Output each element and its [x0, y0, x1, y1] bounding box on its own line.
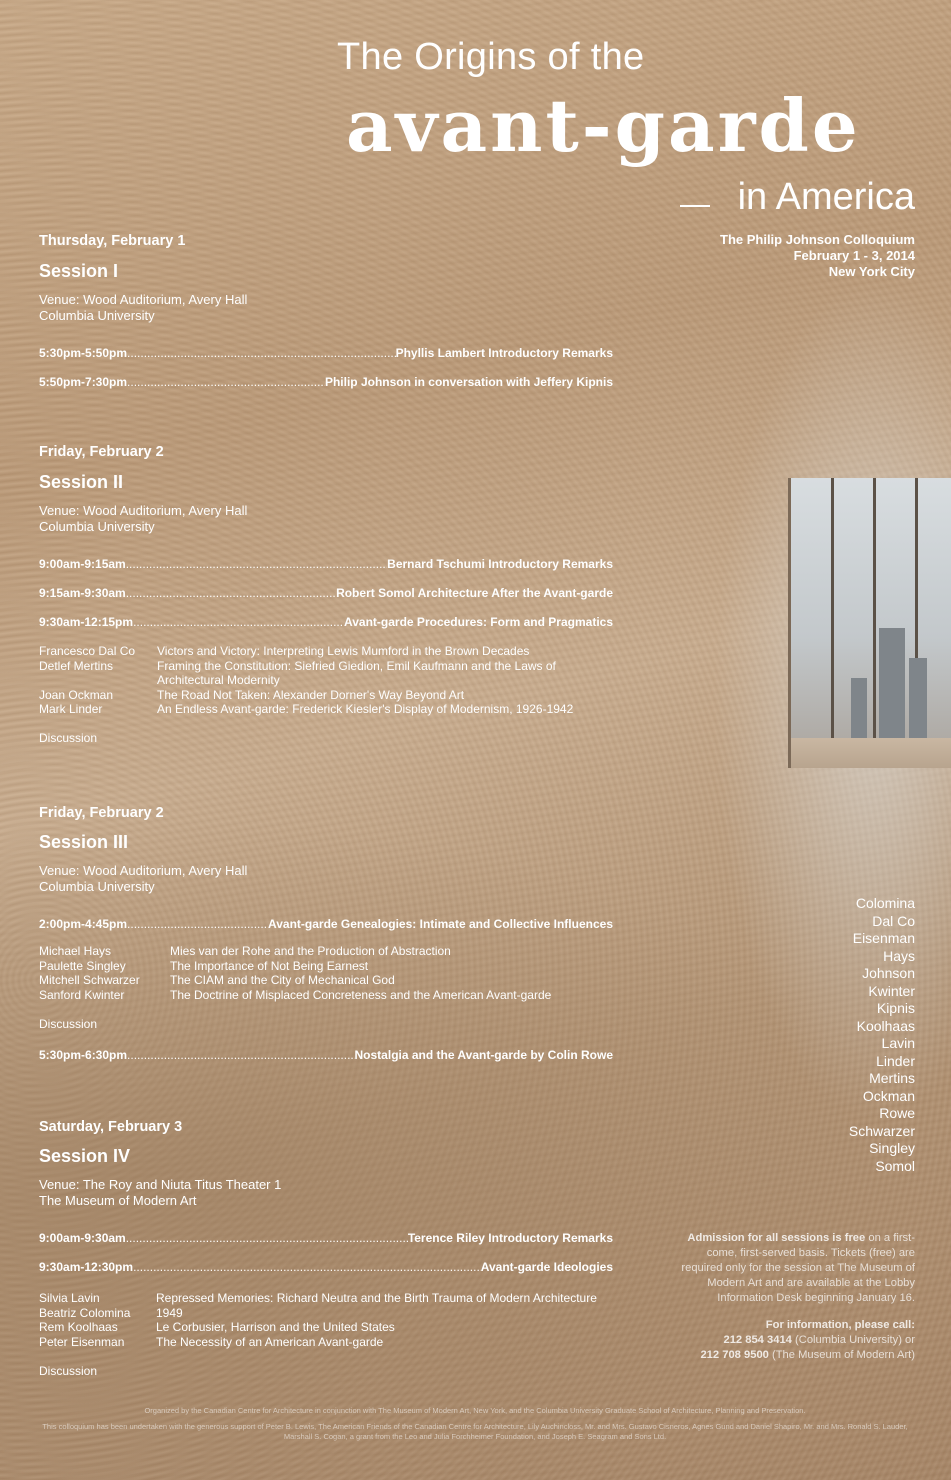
speaker-name: Mitchell Schwarzer	[39, 973, 140, 987]
talk-title: Repressed Memories: Richard Neutra and the Birth Trauma of Modern Architecture	[156, 1291, 597, 1305]
footer-sponsors: This colloquium has been undertaken with the generous support of Peter B. Lewis, The American Friends of the Canadian Centre for Architecture, Lily Auchincloss, Mr. and Mrs. Gustavo Cisneros, Agnes Gund and Daniel Shapiro, Mr. and Mrs. Ronald S. Lauder, Marshall S. Cogan, a grant from the Leo and Julia Forchheimer Foundation, and Joseph E. Seagram and Sons Ltd.	[42, 1422, 908, 1441]
session-4-venue	[39, 1177, 281, 1209]
schedule-row	[39, 917, 613, 931]
schedule-row	[39, 586, 613, 600]
title-line-3: in America	[737, 176, 915, 218]
leader-dots	[127, 346, 396, 360]
speaker-name: Paulette Singley	[39, 958, 126, 973]
speaker-row	[39, 688, 599, 703]
admission-bold: Admission for all sessions is free	[687, 1232, 866, 1244]
schedule-time: 9:00am-9:30am	[39, 1231, 126, 1245]
session-1-day: Thursday, February 1	[39, 233, 186, 249]
talk-title: Mies van der Rohe and the Production of Abstraction	[170, 944, 451, 958]
schedule-row	[39, 346, 613, 360]
talk-title: The CIAM and the City of Mechanical God	[170, 973, 395, 987]
participant-name: Linder	[876, 1052, 915, 1069]
session-4-title: Session IV	[39, 1146, 131, 1166]
participant-name: Ockman	[862, 1087, 915, 1104]
talk-title: The Importance of Not Being Earnest	[170, 958, 369, 973]
speaker-name: Mark Linder	[39, 702, 103, 716]
schedule-row	[39, 557, 613, 571]
contact-info	[615, 1318, 915, 1363]
participants-list	[849, 895, 915, 1175]
schedule-text: Philip Johnson in conversation with Jeffery Kipnis	[324, 375, 613, 389]
talk-title: Victors and Victory: Interpreting Lewis Mumford in the Brown Decades	[157, 644, 530, 658]
participant-name: Lavin	[881, 1035, 915, 1051]
schedule-text: Nostalgia and the Avant-garde by Colin Rowe	[354, 1048, 613, 1062]
schedule-time: 9:00am-9:15am	[39, 557, 126, 571]
speaker-name: Francesco Dal Co	[39, 644, 136, 658]
speaker-name: Silvia Lavin	[39, 1291, 100, 1305]
speaker-row	[39, 1335, 619, 1350]
talk-title: 1949	[156, 1305, 183, 1320]
participant-name: Schwarzer	[848, 1122, 915, 1139]
schedule-row	[39, 1260, 613, 1274]
leader-dots	[127, 375, 325, 389]
phone-place: (The Museum of Modern Art)	[768, 1349, 915, 1361]
participant-name: Somol	[875, 1157, 915, 1174]
speaker-row	[39, 973, 619, 988]
participant-name: Rowe	[879, 1105, 915, 1121]
schedule-time: 5:30pm-5:50pm	[39, 346, 128, 360]
speaker-name: Joan Ockman	[39, 687, 114, 702]
venue-line: Columbia University	[39, 879, 155, 894]
leader-dots	[126, 586, 336, 600]
schedule-text: Terence Riley Introductory Remarks	[407, 1231, 613, 1245]
leader-dots	[126, 557, 387, 571]
speaker-row	[39, 988, 619, 1003]
schedule-text: Avant-garde Procedures: Form and Pragmatics	[344, 615, 613, 629]
window-mullion	[873, 478, 876, 768]
talk-title: Le Corbusier, Harrison and the United States	[156, 1320, 395, 1334]
participant-name: Johnson	[862, 965, 915, 981]
colloquium-name: The Philip Johnson Colloquium	[720, 232, 915, 247]
speaker-row	[39, 702, 599, 717]
venue-line: Venue: Wood Auditorium, Avery Hall	[39, 503, 248, 518]
session-2-speakers	[39, 644, 599, 717]
speaker-row	[39, 1320, 619, 1335]
phone-number[interactable]: 212 708 9500	[700, 1349, 769, 1361]
session-2-title: Session II	[39, 472, 124, 492]
schedule-time: 9:15am-9:30am	[39, 586, 126, 600]
session-3-day: Friday, February 2	[39, 805, 164, 821]
colloquium-info	[720, 232, 915, 280]
schedule-text: Bernard Tschumi Introductory Remarks	[387, 557, 613, 571]
participant-name: Colomina	[855, 895, 915, 911]
city-building	[909, 658, 927, 738]
session-1-title: Session I	[39, 261, 119, 281]
discussion-label: Discussion	[39, 731, 98, 745]
schedule-row	[39, 375, 613, 389]
phone-number[interactable]: 212 854 3414	[723, 1334, 792, 1346]
schedule-text: Avant-garde Ideologies	[480, 1260, 613, 1274]
session-2-venue	[39, 503, 247, 535]
speaker-name: Sanford Kwinter	[39, 987, 125, 1002]
session-4-day: Saturday, February 3	[39, 1119, 183, 1135]
schedule-text: Avant-garde Genealogies: Intimate and Collective Influences	[268, 917, 613, 931]
phone-place: (Columbia University) or	[791, 1334, 915, 1346]
gallery-floor	[791, 738, 951, 768]
window-mullion	[831, 478, 834, 768]
title-line-1: The Origins of the	[337, 36, 645, 78]
participant-name: Kwinter	[868, 982, 915, 999]
session-3-venue	[39, 863, 247, 895]
participant-name: Eisenman	[852, 930, 915, 946]
schedule-time: 2:00pm-4:45pm	[39, 917, 128, 931]
talk-title: An Endless Avant-garde: Frederick Kiesler's Display of Modernism, 1926-1942	[157, 702, 574, 716]
speaker-name: Rem Koolhaas	[39, 1320, 118, 1334]
talk-title: The Road Not Taken: Alexander Dorner's Way Beyond Art	[157, 687, 465, 702]
discussion-label: Discussion	[39, 1364, 98, 1378]
session-1-venue	[39, 292, 247, 324]
leader-dots	[133, 1260, 481, 1274]
contact-heading: For information, please call:	[765, 1319, 915, 1331]
title-dash	[680, 205, 710, 207]
talk-title: The Necessity of an American Avant-garde	[156, 1334, 384, 1349]
speaker-row	[39, 644, 599, 659]
schedule-time: 5:50pm-7:30pm	[39, 375, 128, 389]
schedule-row	[39, 615, 613, 629]
footer-organizers: Organized by the Canadian Centre for Architecture in conjunction with The Museum of Modern Art, New York, and the Columbia University Graduate School of Architecture, Planning and Preservation.	[144, 1406, 806, 1415]
session-4-speakers	[39, 1291, 619, 1349]
city-building	[851, 678, 867, 738]
speaker-row	[39, 1291, 619, 1306]
talk-title: The Doctrine of Misplaced Concreteness and the American Avant-garde	[170, 987, 552, 1002]
speaker-row	[39, 1306, 619, 1321]
venue-line: Columbia University	[39, 519, 155, 534]
venue-line: Venue: The Roy and Niuta Titus Theater 1	[39, 1177, 282, 1192]
schedule-time: 5:30pm-6:30pm	[39, 1048, 128, 1062]
participant-name: Dal Co	[872, 912, 915, 929]
city-building	[879, 628, 905, 738]
venue-line: Venue: Wood Auditorium, Avery Hall	[39, 863, 248, 878]
leader-dots	[133, 615, 344, 629]
speaker-row	[39, 959, 619, 974]
colloquium-city: New York City	[828, 264, 915, 279]
participant-name: Singley	[869, 1140, 915, 1156]
speaker-name: Beatriz Colomina	[39, 1305, 131, 1320]
schedule-text: Phyllis Lambert Introductory Remarks	[395, 346, 613, 360]
speaker-row	[39, 944, 619, 959]
talk-title: Framing the Constitution: Siefried Giedion, Emil Kaufmann and the Laws of Architectural Modernity	[157, 658, 556, 687]
speaker-name: Michael Hays	[39, 944, 112, 958]
venue-line: The Museum of Modern Art	[39, 1193, 197, 1208]
title-line-2: avant-garde	[346, 83, 861, 168]
admission-note	[665, 1231, 915, 1306]
leader-dots	[126, 1231, 408, 1245]
schedule-row	[39, 1231, 613, 1245]
discussion-label: Discussion	[39, 1017, 98, 1031]
leader-dots	[127, 917, 268, 931]
speaker-row	[39, 659, 599, 688]
leader-dots	[127, 1048, 354, 1062]
schedule-row	[39, 1048, 613, 1062]
schedule-time: 9:30am-12:30pm	[39, 1260, 134, 1274]
venue-line: Venue: Wood Auditorium, Avery Hall	[39, 292, 248, 307]
schedule-time: 9:30am-12:15pm	[39, 615, 134, 629]
colloquium-dates: February 1 - 3, 2014	[793, 248, 915, 263]
window-view	[788, 478, 951, 768]
speaker-name: Peter Eisenman	[39, 1334, 125, 1349]
participant-name: Kipnis	[876, 1000, 915, 1016]
speaker-name: Detlef Mertins	[39, 658, 114, 673]
schedule-text: Robert Somol Architecture After the Avant-garde	[336, 586, 613, 600]
admission-text: on a first-come, first-served basis. Tickets (free) are required only for the session at The Museum of Modern Art and are available at the Lobby Information Desk beginning January 16.	[681, 1232, 915, 1304]
participant-name: Mertins	[869, 1070, 915, 1086]
venue-line: Columbia University	[39, 308, 155, 323]
session-3-title: Session III	[39, 832, 129, 852]
participant-name: Hays	[883, 947, 915, 964]
participant-name: Koolhaas	[856, 1017, 915, 1034]
session-3-speakers	[39, 944, 619, 1002]
session-2-day: Friday, February 2	[39, 444, 164, 460]
